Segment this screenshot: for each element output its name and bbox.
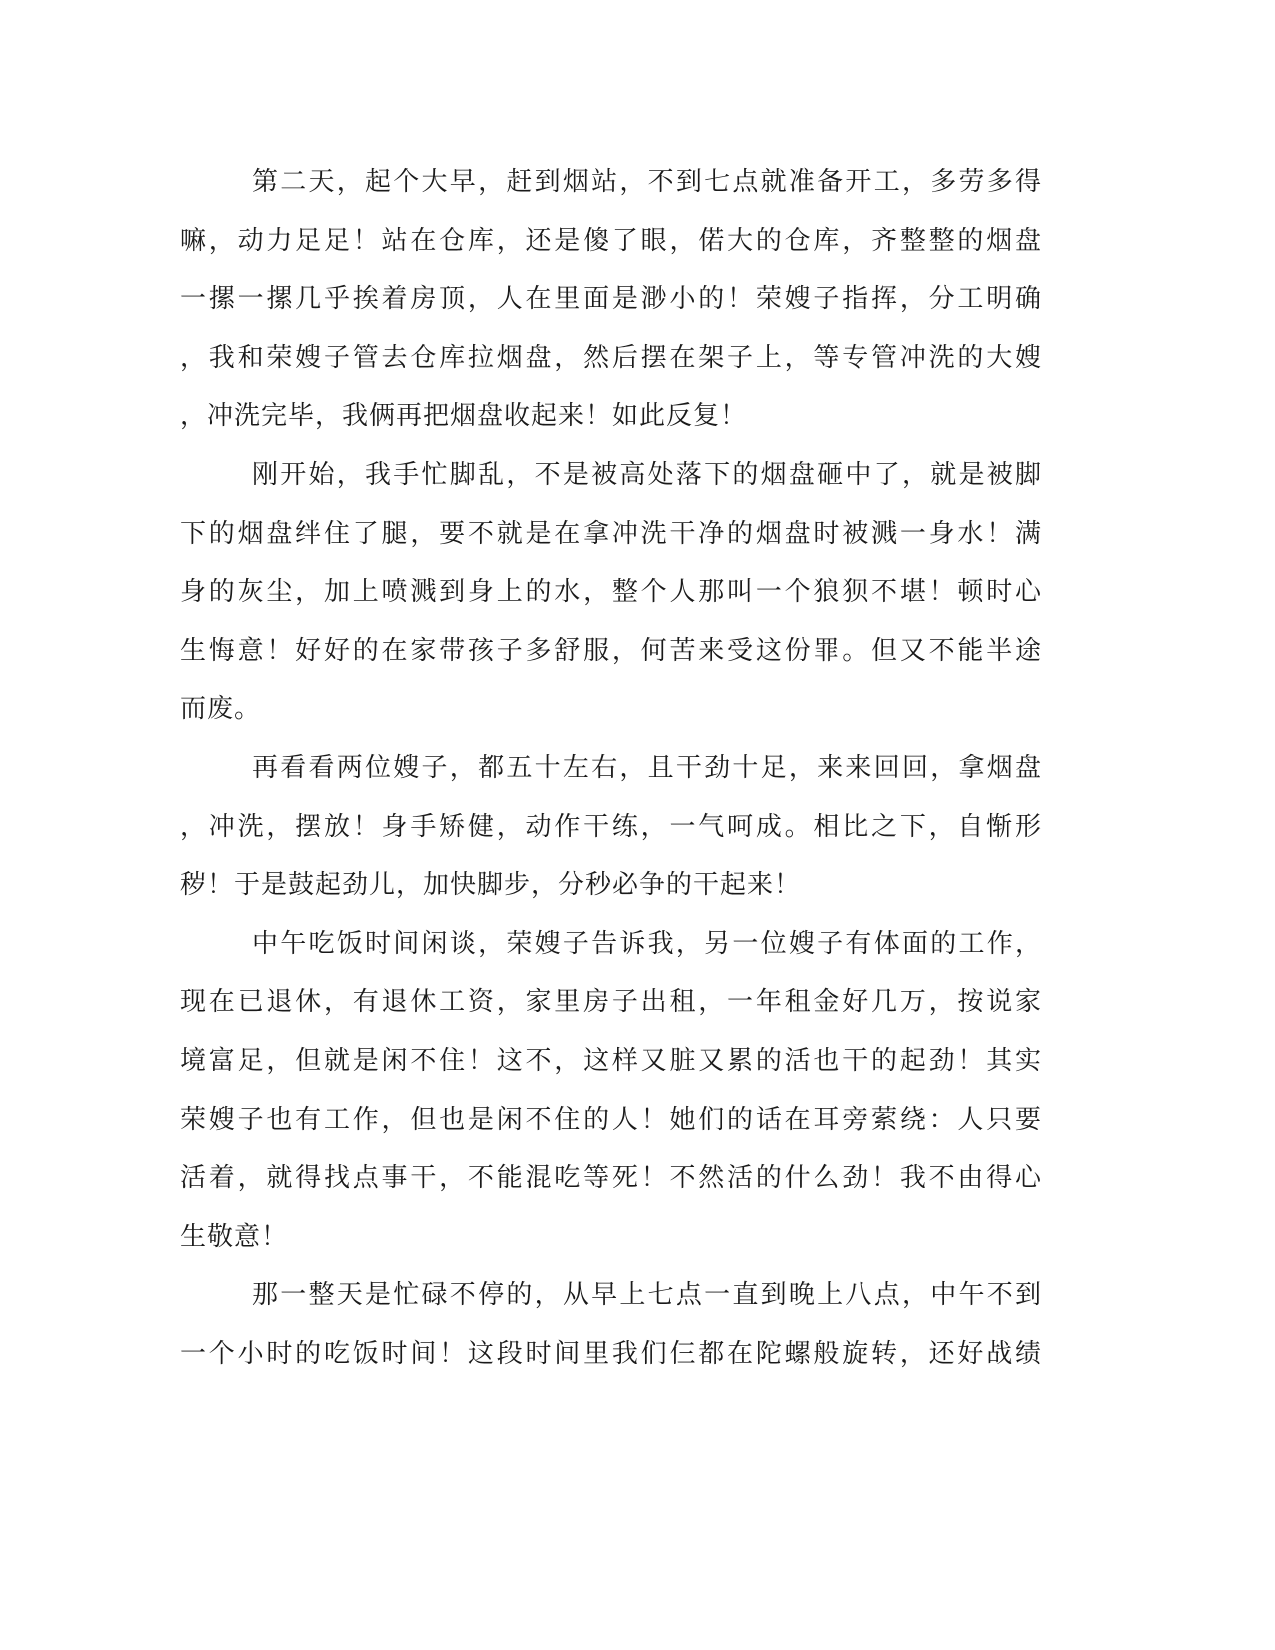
text-line: 活着，就得找点事干，不能混吃等死！不然活的什么劲！我不由得心 — [180, 1163, 1042, 1194]
text-line: 境富足，但就是闲不住！这不，这样又脏又累的活也干的起劲！其实 — [180, 1045, 1042, 1076]
text-line: 生悔意！好好的在家带孩子多舒服，何苦来受这份罪。但又不能半途 — [180, 635, 1042, 666]
paragraph-first-line: 刚开始，我手忙脚乱，不是被高处落下的烟盘砸中了，就是被脚 — [252, 459, 1042, 490]
paragraph-first-line: 那一整天是忙碌不停的，从早上七点一直到晚上八点，中午不到 — [252, 1280, 1042, 1311]
text-line: 现在已退休，有退休工资，家里房子出租，一年租金好几万，按说家 — [180, 987, 1042, 1018]
text-line: 荣嫂子也有工作，但也是闲不住的人！她们的话在耳旁萦绕：人只要 — [180, 1104, 1042, 1135]
text-line: ，我和荣嫂子管去仓库拉烟盘，然后摆在架子上，等专管冲洗的大嫂 — [180, 342, 1042, 373]
document-body — [180, 153, 1042, 1383]
text-line: 嘛，动力足足！站在仓库，还是傻了眼，偌大的仓库，齐整整的烟盘 — [180, 225, 1042, 256]
paragraph-first-line: 再看看两位嫂子，都五十左右，且干劲十足，来来回回，拿烟盘 — [252, 752, 1042, 783]
paragraph-first-line: 中午吃饭时间闲谈，荣嫂子告诉我，另一位嫂子有体面的工作， — [252, 928, 1042, 959]
text-line: 秽！于是鼓起劲儿，加快脚步，分秒必争的干起来！ — [180, 870, 802, 901]
text-line: 一摞一摞几乎挨着房顶，人在里面是渺小的！荣嫂子指挥，分工明确 — [180, 284, 1042, 315]
text-line: ，冲洗，摆放！身手矫健，动作干练，一气呵成。相比之下，自惭形 — [180, 811, 1042, 842]
text-line: 而废。 — [180, 694, 262, 725]
paragraph-first-line: 第二天，起个大早，赶到烟站，不到七点就准备开工，多劳多得 — [252, 167, 1042, 197]
text-line: ，冲洗完毕，我俩再把烟盘收起来！如此反复！ — [180, 401, 748, 432]
text-line: 生敬意！ — [180, 1221, 289, 1252]
text-line: 下的烟盘绊住了腿，要不就是在拿冲洗干净的烟盘时被溅一身水！满 — [180, 518, 1042, 549]
text-line: 身的灰尘，加上喷溅到身上的水，整个人那叫一个狼狈不堪！顿时心 — [180, 577, 1042, 608]
text-line: 一个小时的吃饭时间！这段时间里我们仨都在陀螺般旋转，还好战绩 — [180, 1338, 1042, 1369]
